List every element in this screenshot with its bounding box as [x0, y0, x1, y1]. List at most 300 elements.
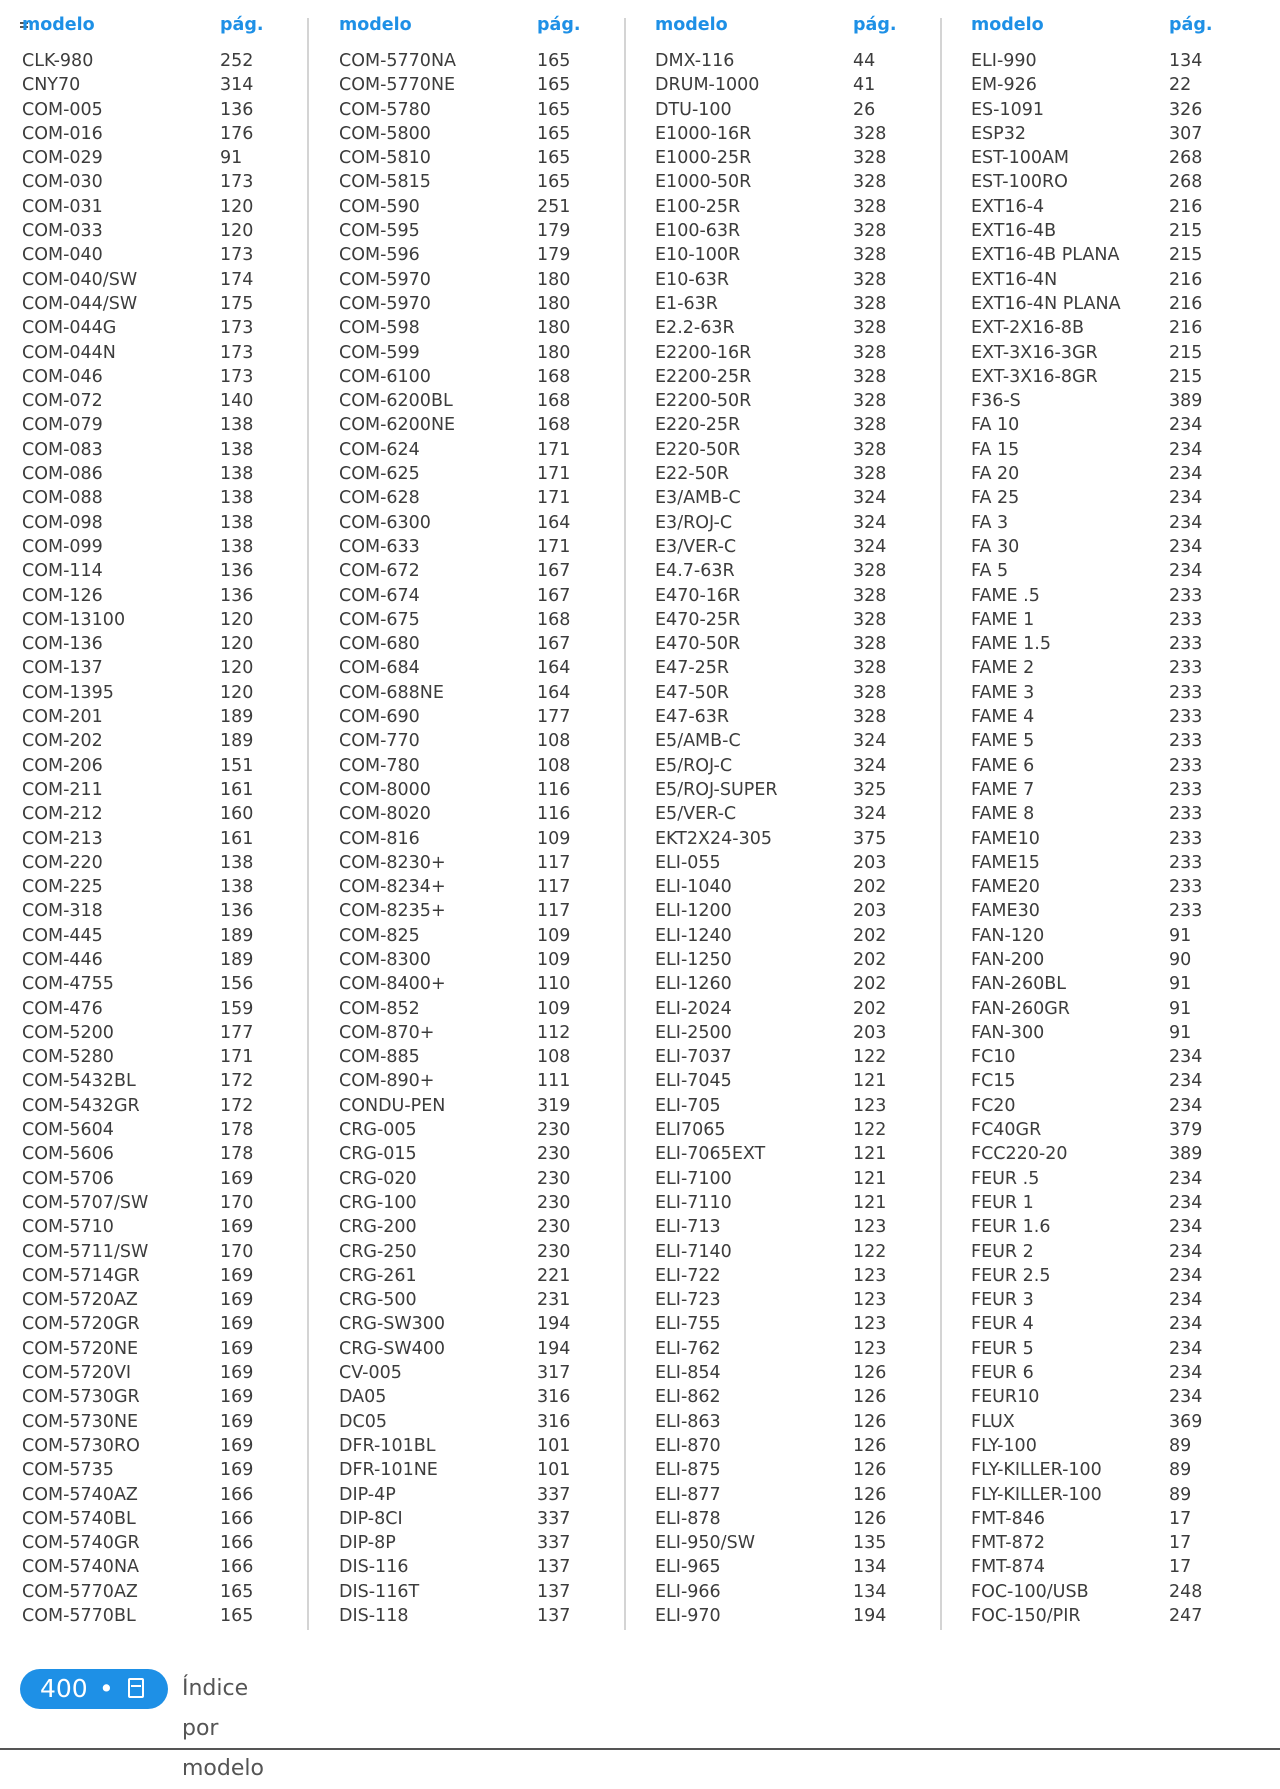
model-code: FEUR 3 — [971, 1290, 1034, 1311]
index-row — [971, 948, 1243, 972]
index-row — [971, 1385, 1243, 1409]
page-ref: 316 — [537, 1411, 571, 1432]
page-header: pág. — [220, 15, 264, 35]
page-ref: 328 — [853, 561, 887, 582]
model-code: E47-25R — [655, 658, 730, 679]
index-row — [22, 1580, 294, 1604]
model-code: COM-046 — [22, 366, 103, 387]
page-ref: 169 — [220, 1314, 254, 1335]
page-ref: 91 — [1169, 1022, 1192, 1043]
model-code: ELI-762 — [655, 1338, 721, 1359]
model-code: FAN-260GR — [971, 998, 1070, 1019]
page-ref: 189 — [220, 949, 254, 970]
page-header: pág. — [1169, 15, 1213, 35]
page-ref: 173 — [220, 172, 254, 193]
model-header: modelo — [971, 15, 1044, 35]
index-row — [22, 705, 294, 729]
bottom-rule — [0, 1748, 1280, 1750]
page-ref: 112 — [537, 1022, 571, 1043]
index-row — [22, 292, 294, 316]
page-ref: 167 — [537, 561, 571, 582]
model-code: E47-63R — [655, 707, 730, 728]
page-ref: 137 — [537, 1581, 571, 1602]
page-ref: 169 — [220, 1290, 254, 1311]
model-code: COM-595 — [339, 221, 420, 242]
page-ref: 216 — [1169, 318, 1203, 339]
model-code: COM-033 — [22, 221, 103, 242]
index-row — [339, 1288, 611, 1312]
index-row — [971, 924, 1243, 948]
page-ref: 167 — [537, 634, 571, 655]
model-code: FAME 4 — [971, 707, 1035, 728]
index-row — [655, 73, 927, 97]
index-row — [339, 486, 611, 510]
model-code: COM-780 — [339, 755, 420, 776]
model-code: COM-625 — [339, 464, 420, 485]
model-code: COM-072 — [22, 391, 103, 412]
page-ref: 389 — [1169, 1144, 1203, 1165]
index-row — [971, 754, 1243, 778]
page-ref: 138 — [220, 512, 254, 533]
page-ref: 221 — [537, 1265, 571, 1286]
model-code: E5/ROJ-SUPER — [655, 779, 778, 800]
page-ref: 108 — [537, 755, 571, 776]
index-row — [971, 316, 1243, 340]
model-code: COM-628 — [339, 488, 420, 509]
page-ref: 179 — [537, 245, 571, 266]
page-ref: 136 — [220, 561, 254, 582]
model-code: DC05 — [339, 1411, 387, 1432]
page-ref: 189 — [220, 731, 254, 752]
model-code: COM-016 — [22, 123, 103, 144]
index-row — [339, 438, 611, 462]
model-code: FEUR .5 — [971, 1168, 1040, 1189]
model-code: COM-816 — [339, 828, 420, 849]
index-row — [971, 389, 1243, 413]
index-row — [655, 292, 927, 316]
model-code: EXT16-4 — [971, 196, 1045, 217]
model-code: FC40GR — [971, 1120, 1042, 1141]
model-code: DIS-116T — [339, 1581, 420, 1602]
page-ref: 138 — [220, 877, 254, 898]
page-ref: 325 — [853, 779, 887, 800]
model-code: COM-031 — [22, 196, 103, 217]
page-ref: 169 — [220, 1338, 254, 1359]
page-ref: 101 — [537, 1460, 571, 1481]
index-row — [22, 1555, 294, 1579]
index-row — [22, 948, 294, 972]
model-code: COM-4755 — [22, 974, 114, 995]
index-row — [339, 511, 611, 535]
page-ref: 120 — [220, 221, 254, 242]
model-code: FAME30 — [971, 901, 1040, 922]
page-ref: 203 — [853, 1022, 887, 1043]
page-ref: 251 — [537, 196, 571, 217]
index-row — [971, 729, 1243, 753]
model-code: DIP-8P — [339, 1533, 396, 1554]
index-row — [22, 997, 294, 1021]
model-code: COM-6100 — [339, 366, 431, 387]
model-code: E10-63R — [655, 269, 730, 290]
page-ref: 126 — [853, 1435, 887, 1456]
page-ref: 316 — [537, 1387, 571, 1408]
page-ref: 328 — [853, 172, 887, 193]
page-ref: 194 — [853, 1606, 887, 1626]
index-row — [339, 1531, 611, 1555]
page-ref: 138 — [220, 852, 254, 873]
model-code: E100-25R — [655, 196, 741, 217]
model-code: FAME 1.5 — [971, 634, 1051, 655]
model-code: ELI-950/SW — [655, 1533, 755, 1554]
index-row — [22, 341, 294, 365]
model-code: FC10 — [971, 1047, 1016, 1068]
index-row — [971, 1580, 1243, 1604]
index-row — [655, 389, 927, 413]
model-code: ELI-7140 — [655, 1241, 732, 1262]
page-ref: 234 — [1169, 1192, 1203, 1213]
index-row — [22, 1142, 294, 1166]
page-ref: 230 — [537, 1217, 571, 1238]
index-row — [339, 1167, 611, 1191]
page-ref: 120 — [220, 196, 254, 217]
page-ref: 234 — [1169, 1168, 1203, 1189]
index-row — [22, 1507, 294, 1531]
model-code: DFR-101BL — [339, 1435, 436, 1456]
model-code: FAME 5 — [971, 731, 1035, 752]
page-ref: 26 — [853, 99, 876, 120]
index-row — [971, 1069, 1243, 1093]
page-ref: 248 — [1169, 1581, 1203, 1602]
model-code: E470-16R — [655, 585, 741, 606]
page-ref: 170 — [220, 1241, 254, 1262]
page-ref: 216 — [1169, 196, 1203, 217]
index-row — [339, 1312, 611, 1336]
index-row — [655, 584, 927, 608]
model-code: DMX-116 — [655, 51, 735, 71]
page-ref: 324 — [853, 536, 887, 557]
page-ref: 216 — [1169, 293, 1203, 314]
index-row — [971, 851, 1243, 875]
index-row — [971, 1045, 1243, 1069]
model-code: COM-5711/SW — [22, 1241, 149, 1262]
model-code: COM-770 — [339, 731, 420, 752]
page-ref: 337 — [537, 1484, 571, 1505]
index-row — [655, 438, 927, 462]
model-code: ELI-990 — [971, 51, 1037, 71]
page-ref: 169 — [220, 1435, 254, 1456]
model-code: F36-S — [971, 391, 1021, 412]
model-code: CRG-SW400 — [339, 1338, 446, 1359]
model-code: FEUR 5 — [971, 1338, 1034, 1359]
page-header: pág. — [537, 15, 581, 35]
column-divider — [307, 18, 309, 1630]
index-row — [655, 681, 927, 705]
index-row — [655, 802, 927, 826]
model-code: FEUR 2.5 — [971, 1265, 1051, 1286]
page-ref: 120 — [220, 682, 254, 703]
page-ref: 234 — [1169, 1363, 1203, 1384]
page-ref: 117 — [537, 877, 571, 898]
model-code: COM-5740AZ — [22, 1484, 138, 1505]
index-row — [655, 1604, 927, 1628]
index-rows — [655, 49, 927, 1628]
model-code: ELI-2024 — [655, 998, 732, 1019]
index-row — [971, 1555, 1243, 1579]
model-code: COM-5740NA — [22, 1557, 140, 1578]
page-ref: 111 — [537, 1071, 571, 1092]
model-code: DIS-118 — [339, 1606, 409, 1626]
index-row — [971, 632, 1243, 656]
model-code: DIP-8CI — [339, 1508, 403, 1529]
model-code: ELI-7110 — [655, 1192, 732, 1213]
model-code: COM-5770NE — [339, 75, 456, 96]
model-code: ELI-1240 — [655, 925, 732, 946]
page-ref: 234 — [1169, 1265, 1203, 1286]
model-code: DA05 — [339, 1387, 387, 1408]
index-row — [655, 1410, 927, 1434]
page-ref: 268 — [1169, 148, 1203, 169]
index-row — [339, 972, 611, 996]
model-code: DTU-100 — [655, 99, 732, 120]
page-ref: 167 — [537, 585, 571, 606]
page-ref: 234 — [1169, 1314, 1203, 1335]
model-code: COM-5730GR — [22, 1387, 140, 1408]
page-ref: 165 — [537, 148, 571, 169]
model-code: FAME15 — [971, 852, 1040, 873]
index-row — [655, 608, 927, 632]
index-row — [339, 1385, 611, 1409]
page-ref: 234 — [1169, 536, 1203, 557]
model-code: COM-8235+ — [339, 901, 446, 922]
model-code: E1000-50R — [655, 172, 752, 193]
index-row — [655, 1580, 927, 1604]
index-row — [971, 1458, 1243, 1482]
model-code: FAN-200 — [971, 949, 1045, 970]
index-row — [655, 1531, 927, 1555]
page-ref: 117 — [537, 901, 571, 922]
index-row — [339, 98, 611, 122]
page-ref: 126 — [853, 1387, 887, 1408]
page-ref: 234 — [1169, 415, 1203, 436]
column-header — [971, 12, 1243, 38]
page-ref: 164 — [537, 512, 571, 533]
model-code: E1-63R — [655, 293, 718, 314]
model-code: EST-100AM — [971, 148, 1070, 169]
index-row — [339, 1142, 611, 1166]
page-ref: 328 — [853, 658, 887, 679]
model-code: COM-690 — [339, 707, 420, 728]
page-ref: 179 — [537, 221, 571, 242]
page-ref: 164 — [537, 682, 571, 703]
model-code: COM-680 — [339, 634, 420, 655]
page-ref: 230 — [537, 1120, 571, 1141]
model-code: COM-5200 — [22, 1022, 114, 1043]
page-ref: 194 — [537, 1338, 571, 1359]
page-header: pág. — [853, 15, 897, 35]
index-row — [971, 778, 1243, 802]
index-row — [655, 827, 927, 851]
model-code: COM-688NE — [339, 682, 444, 703]
model-code: CRG-005 — [339, 1120, 417, 1141]
page-ref: 328 — [853, 585, 887, 606]
model-code: CRG-200 — [339, 1217, 417, 1238]
model-code: EXT-2X16-8B — [971, 318, 1084, 339]
page-ref: 180 — [537, 269, 571, 290]
page-ref: 177 — [537, 707, 571, 728]
model-code: E470-25R — [655, 609, 741, 630]
page-ref: 203 — [853, 852, 887, 873]
model-code: EST-100RO — [971, 172, 1068, 193]
index-row — [22, 559, 294, 583]
index-row — [655, 146, 927, 170]
page-ref: 136 — [220, 585, 254, 606]
page-ref: 337 — [537, 1508, 571, 1529]
page-ref: 136 — [220, 99, 254, 120]
model-code: CRG-500 — [339, 1290, 417, 1311]
page-ref: 134 — [853, 1557, 887, 1578]
page-ref: 247 — [1169, 1606, 1203, 1626]
index-row — [22, 729, 294, 753]
index-row — [339, 827, 611, 851]
index-row — [655, 535, 927, 559]
index-row — [339, 754, 611, 778]
model-code: ELI-878 — [655, 1508, 721, 1529]
index-row — [655, 1312, 927, 1336]
model-code: ELI-723 — [655, 1290, 721, 1311]
model-code: FAN-300 — [971, 1022, 1045, 1043]
index-row — [339, 1069, 611, 1093]
model-code: COM-5606 — [22, 1144, 114, 1165]
model-code: FAME 8 — [971, 804, 1035, 825]
index-row — [655, 1337, 927, 1361]
page-ref: 138 — [220, 536, 254, 557]
model-code: COM-624 — [339, 439, 420, 460]
model-code: COM-088 — [22, 488, 103, 509]
index-row — [655, 1507, 927, 1531]
index-row — [22, 924, 294, 948]
model-code: COM-598 — [339, 318, 420, 339]
index-row — [971, 1021, 1243, 1045]
page-ref: 180 — [537, 293, 571, 314]
model-code: EXT16-4N — [971, 269, 1058, 290]
index-row — [971, 1410, 1243, 1434]
page-ref: 233 — [1169, 852, 1203, 873]
index-row — [22, 1410, 294, 1434]
page-ref: 169 — [220, 1217, 254, 1238]
index-row — [339, 243, 611, 267]
index-row — [22, 146, 294, 170]
page-ref: 328 — [853, 221, 887, 242]
index-row — [22, 49, 294, 73]
page-ref: 215 — [1169, 245, 1203, 266]
page-ref: 233 — [1169, 707, 1203, 728]
model-code: EM-926 — [971, 75, 1037, 96]
index-row — [22, 535, 294, 559]
page-ref: 324 — [853, 512, 887, 533]
index-row — [339, 1021, 611, 1045]
page-ref: 328 — [853, 123, 887, 144]
model-code: FA 20 — [971, 464, 1020, 485]
model-code: COM-086 — [22, 464, 103, 485]
page-ref: 194 — [537, 1314, 571, 1335]
model-code: ELI-713 — [655, 1217, 721, 1238]
page-ref: 169 — [220, 1363, 254, 1384]
index-row — [22, 170, 294, 194]
index-row — [339, 899, 611, 923]
model-code: COM-5740GR — [22, 1533, 140, 1554]
model-code: E5/VER-C — [655, 804, 737, 825]
model-code: COM-5720AZ — [22, 1290, 138, 1311]
page-ref: 121 — [853, 1192, 887, 1213]
model-code: COM-5815 — [339, 172, 431, 193]
page-ref: 17 — [1169, 1508, 1192, 1529]
index-row — [655, 1434, 927, 1458]
model-code: COM-674 — [339, 585, 420, 606]
page-ref: 166 — [220, 1557, 254, 1578]
page-ref: 202 — [853, 998, 887, 1019]
index-row — [971, 705, 1243, 729]
model-code: COM-5740BL — [22, 1508, 136, 1529]
bullet-separator: • — [99, 1674, 114, 1703]
model-code: ELI-862 — [655, 1387, 721, 1408]
index-row — [22, 462, 294, 486]
page-ref: 91 — [1169, 925, 1192, 946]
model-code: ELI-7065EXT — [655, 1144, 766, 1165]
model-code: COM-044N — [22, 342, 116, 363]
model-code: CRG-020 — [339, 1168, 417, 1189]
index-row — [971, 170, 1243, 194]
page-ref: 177 — [220, 1022, 254, 1043]
page-ref: 172 — [220, 1095, 254, 1116]
model-code: COM-5280 — [22, 1047, 114, 1068]
index-row — [22, 1264, 294, 1288]
model-code: COM-136 — [22, 634, 103, 655]
model-code: COM-8234+ — [339, 877, 446, 898]
index-row — [22, 243, 294, 267]
page-ref: 121 — [853, 1071, 887, 1092]
index-row — [971, 1288, 1243, 1312]
page-ref: 230 — [537, 1241, 571, 1262]
page-ref: 116 — [537, 779, 571, 800]
index-row — [655, 1094, 927, 1118]
model-code: COM-040 — [22, 245, 103, 266]
index-row — [655, 559, 927, 583]
model-code: FEUR 1 — [971, 1192, 1034, 1213]
model-code: COM-1395 — [22, 682, 114, 703]
page-ref: 168 — [537, 609, 571, 630]
index-row — [22, 972, 294, 996]
page-ref: 151 — [220, 755, 254, 776]
page-ref: 173 — [220, 366, 254, 387]
page-ref: 230 — [537, 1144, 571, 1165]
page-ref: 166 — [220, 1533, 254, 1554]
index-row — [655, 49, 927, 73]
index-row — [971, 1094, 1243, 1118]
index-row — [22, 1604, 294, 1628]
page-ref: 319 — [537, 1095, 571, 1116]
model-code: EXT16-4B PLANA — [971, 245, 1120, 266]
page-ref: 328 — [853, 415, 887, 436]
index-row — [339, 365, 611, 389]
page-ref: 379 — [1169, 1120, 1203, 1141]
index-row — [22, 73, 294, 97]
index-row — [655, 1361, 927, 1385]
model-code: COM-8230+ — [339, 852, 446, 873]
model-code: ELI-875 — [655, 1460, 721, 1481]
index-row — [22, 1215, 294, 1239]
model-code: ELI-854 — [655, 1363, 721, 1384]
index-row — [971, 1167, 1243, 1191]
